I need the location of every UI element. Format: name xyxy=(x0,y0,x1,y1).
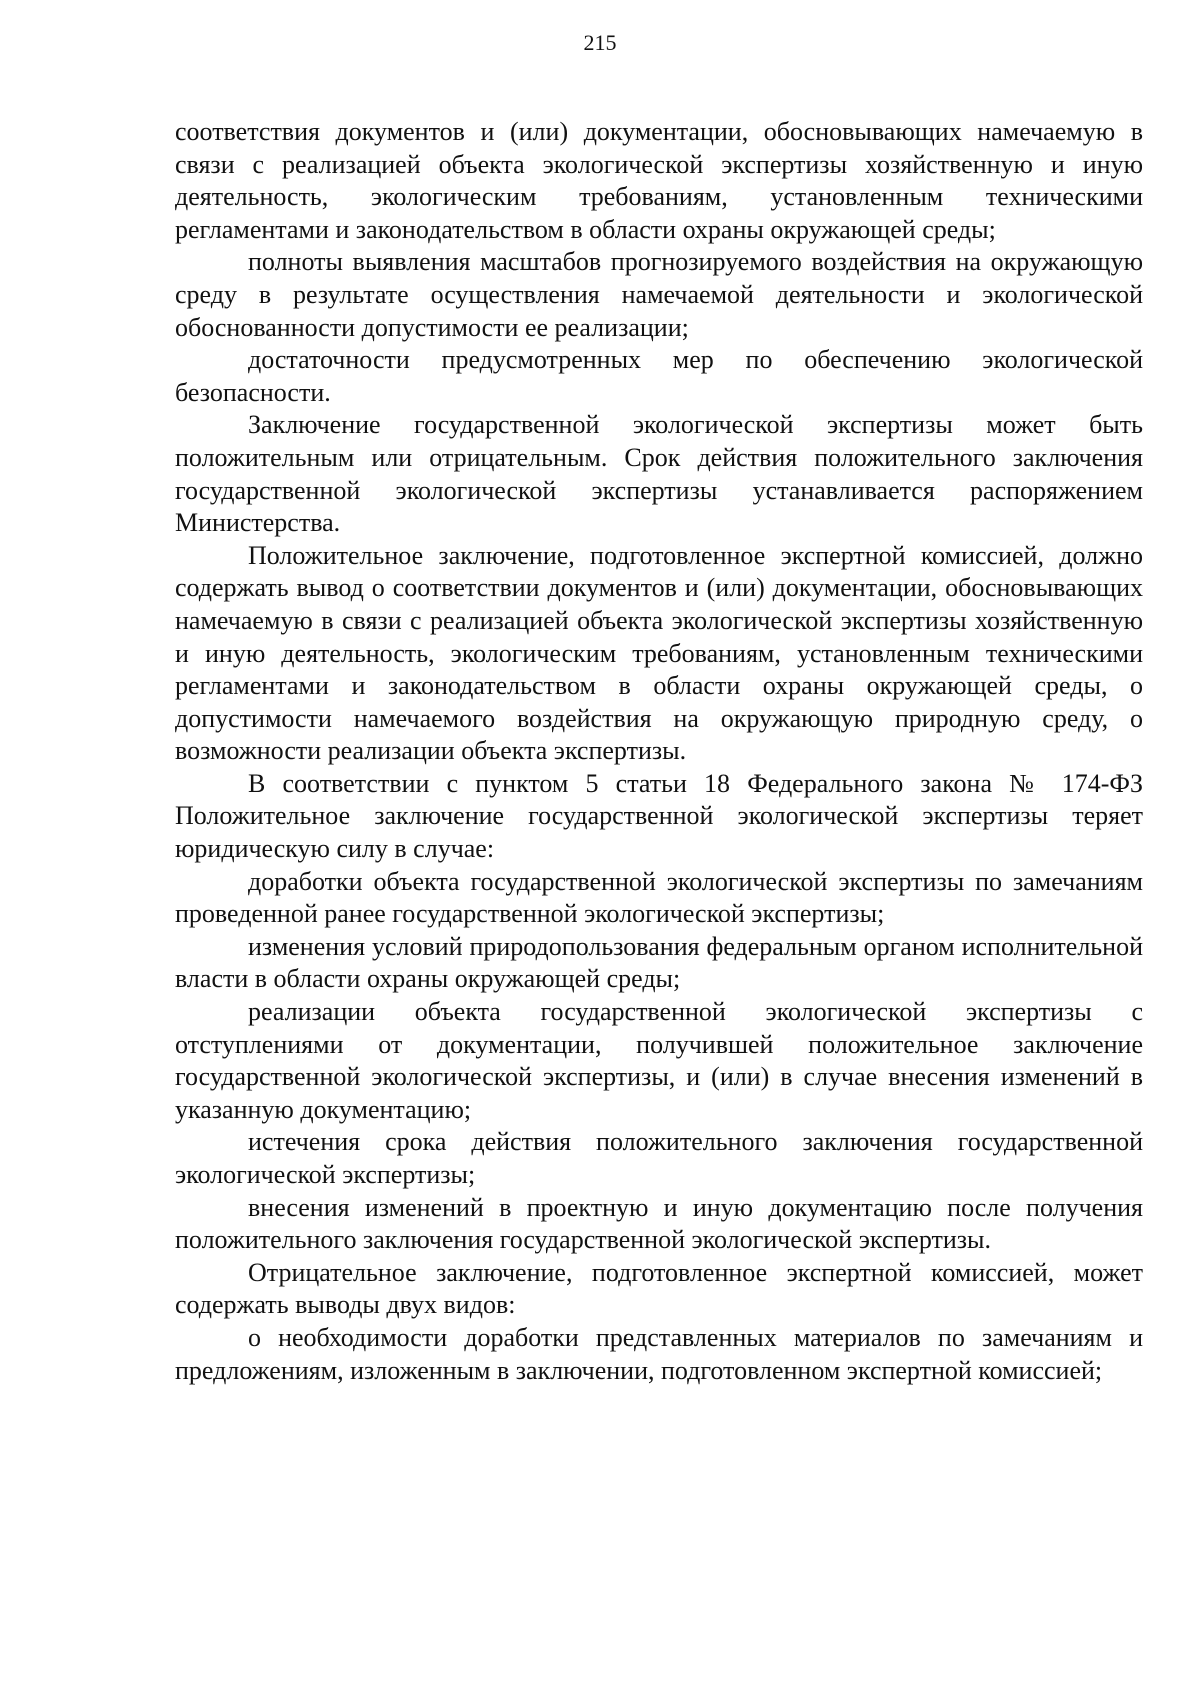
paragraph: реализации объекта государственной экологической экспертизы с отступлениями от документации, получившей положительное заключение государственной экологической экспертизы, и (или) в случае внесения изменений в указанную документацию; xyxy=(175,997,1143,1124)
paragraph: внесения изменений в проектную и иную документацию после получения положительного заключения государственной экологической экспертизы. xyxy=(175,1192,1143,1255)
paragraph: Заключение государственной экологической экспертизы может быть положительным или отрицательным. Срок действия положительного заключения государственной экологической экспертизы устанавливается распоряжением Министерства. xyxy=(175,410,1143,538)
paragraph: Положительное заключение, подготовленное экспертной комиссией, должно содержать вывод о соответствии документов и (или) документации, обосновывающих намечаемую в связи с реализацией объекта экологической экспертизы хозяйственную и иную деятельность, экологическим требованиям, установленным техническими регламентами и законодательством в области охраны окружающей среды, о допустимости намечаемого воздействия на окружающую природную среду, о возможности реализации объекта экспертизы. xyxy=(175,540,1143,766)
paragraph: достаточности предусмотренных мер по обеспечению экологической безопасности. xyxy=(175,345,1143,407)
paragraph: доработки объекта государственной экологической экспертизы по замечаниям проведенной ранее государственной экологической экспертизы; xyxy=(175,866,1143,929)
paragraph: В соответствии с пунктом 5 статьи 18 Федерального закона № 174-ФЗ Положительное заключение государственной экологической экспертизы теряет юридическую силу в случае: xyxy=(175,768,1143,864)
paragraph: истечения срока действия положительного заключения государственной экологической экспертизы; xyxy=(175,1127,1143,1189)
document-body xyxy=(175,116,1143,1387)
paragraph: о необходимости доработки представленных материалов по замечаниям и предложениям, изложенным в заключении, подготовленном экспертной комиссией; xyxy=(175,1322,1143,1385)
paragraph: полноты выявления масштабов прогнозируемого воздействия на окружающую среду в результате осуществления намечаемой деятельности и экологической обоснованности допустимости ее реализации; xyxy=(175,247,1143,342)
paragraph-continuation: соответствия документов и (или) документации, обосновывающих намечаемую в связи с реализацией объекта экологической экспертизы хозяйственную и иную деятельность, экологическим требованиям, установленным техническими регламентами и законодательством в области охраны окружающей среды; xyxy=(175,117,1143,244)
page-number: 215 xyxy=(583,30,617,55)
paragraph: изменения условий природопользования федеральным органом исполнительной власти в области охраны окружающей среды; xyxy=(175,931,1143,994)
paragraph: Отрицательное заключение, подготовленное экспертной комиссией, может содержать выводы двух видов: xyxy=(175,1257,1143,1320)
